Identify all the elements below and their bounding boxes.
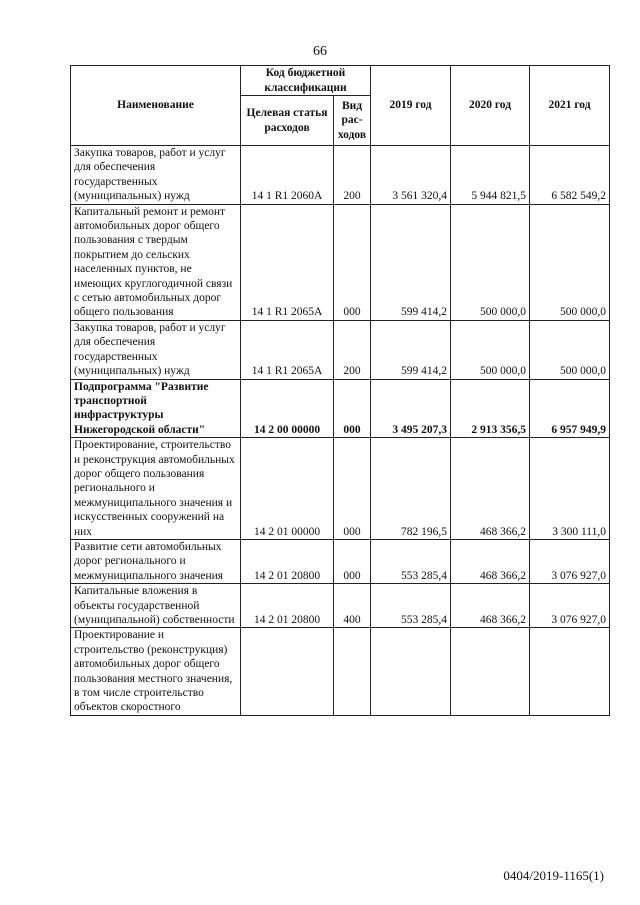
row-2021: 3 300 111,0 bbox=[530, 438, 610, 540]
header-target: Целевая статья расходов bbox=[241, 96, 334, 146]
row-2019: 599 414,2 bbox=[371, 204, 451, 320]
table-row bbox=[71, 584, 610, 628]
row-code: 14 2 01 20800 bbox=[241, 584, 334, 628]
row-name: Проектирование, строительство и реконструкция автомобильных дорог общего пользования регионального и межмуниципального значения и искусственных сооружений на них bbox=[71, 438, 241, 540]
row-2019: 3 561 320,4 bbox=[371, 146, 451, 205]
row-2021: 500 000,0 bbox=[530, 204, 610, 320]
row-code: 14 1 R1 2065A bbox=[241, 320, 334, 379]
row-2020: 468 366,2 bbox=[451, 438, 530, 540]
row-2019 bbox=[371, 628, 451, 715]
header-name: Наименование bbox=[71, 66, 241, 146]
row-kind: 000 bbox=[334, 204, 371, 320]
row-code: 14 2 01 00000 bbox=[241, 438, 334, 540]
row-code: 14 1 R1 2065A bbox=[241, 204, 334, 320]
row-name: Закупка товаров, работ и услуг для обеспечения государственных (муниципальных) нужд bbox=[71, 146, 241, 205]
row-2020: 5 944 821,5 bbox=[451, 146, 530, 205]
table-row bbox=[71, 204, 610, 320]
row-2021: 3 076 927,0 bbox=[530, 539, 610, 583]
row-kind bbox=[334, 628, 371, 715]
header-2019: 2019 год bbox=[371, 66, 451, 146]
row-2021 bbox=[530, 628, 610, 715]
header-2021: 2021 год bbox=[530, 66, 610, 146]
row-2019: 553 285,4 bbox=[371, 584, 451, 628]
header-2020: 2020 год bbox=[451, 66, 530, 146]
table-row-subprogram bbox=[71, 379, 610, 438]
row-2020: 468 366,2 bbox=[451, 539, 530, 583]
row-name: Подпрограмма "Развитие транспортной инфраструктуры Нижегородской области" bbox=[71, 379, 241, 438]
row-name: Капитальный ремонт и ремонт автомобильных дорог общего пользования с твердым покрытием до сельских населенных пунктов, не имеющих круглогодичной связи с сетью автомобильных дорог общего пользования bbox=[71, 204, 241, 320]
row-code: 14 2 00 00000 bbox=[241, 379, 334, 438]
document-code: 0404/2019-1165(1) bbox=[503, 868, 604, 883]
row-code bbox=[241, 628, 334, 715]
row-name: Капитальные вложения в объекты государственной (муниципальной) собственности bbox=[71, 584, 241, 628]
row-2019: 553 285,4 bbox=[371, 539, 451, 583]
header-kind: Вид рас-ходов bbox=[334, 96, 371, 146]
row-2021: 6 582 549,2 bbox=[530, 146, 610, 205]
row-2021: 6 957 949,9 bbox=[530, 379, 610, 438]
table-row bbox=[71, 628, 610, 715]
row-2019: 782 196,5 bbox=[371, 438, 451, 540]
row-2019: 3 495 207,3 bbox=[371, 379, 451, 438]
row-code: 14 2 01 20800 bbox=[241, 539, 334, 583]
row-kind: 200 bbox=[334, 320, 371, 379]
header-code-group: Код бюджетной классификации bbox=[241, 66, 371, 96]
row-2020: 500 000,0 bbox=[451, 320, 530, 379]
row-2020: 468 366,2 bbox=[451, 584, 530, 628]
table-row bbox=[71, 438, 610, 540]
table-row bbox=[71, 146, 610, 205]
row-kind: 400 bbox=[334, 584, 371, 628]
row-2020: 500 000,0 bbox=[451, 204, 530, 320]
row-code: 14 1 R1 2060A bbox=[241, 146, 334, 205]
row-kind: 000 bbox=[334, 438, 371, 540]
row-kind: 000 bbox=[334, 379, 371, 438]
row-name: Развитие сети автомобильных дорог регионального и межмуниципального значения bbox=[71, 539, 241, 583]
row-name: Закупка товаров, работ и услуг для обеспечения государственных (муниципальных) нужд bbox=[71, 320, 241, 379]
row-name: Проектирование и строительство (реконструкция) автомобильных дорог общего пользования местного значения, в том числе строительство объектов скоростного bbox=[71, 628, 241, 715]
row-2020: 2 913 356,5 bbox=[451, 379, 530, 438]
row-kind: 200 bbox=[334, 146, 371, 205]
table-row bbox=[71, 539, 610, 583]
row-kind: 000 bbox=[334, 539, 371, 583]
row-2020 bbox=[451, 628, 530, 715]
row-2021: 500 000,0 bbox=[530, 320, 610, 379]
table-row bbox=[71, 320, 610, 379]
row-2019: 599 414,2 bbox=[371, 320, 451, 379]
row-2021: 3 076 927,0 bbox=[530, 584, 610, 628]
budget-table bbox=[70, 65, 610, 716]
page-number: 66 bbox=[313, 44, 327, 59]
